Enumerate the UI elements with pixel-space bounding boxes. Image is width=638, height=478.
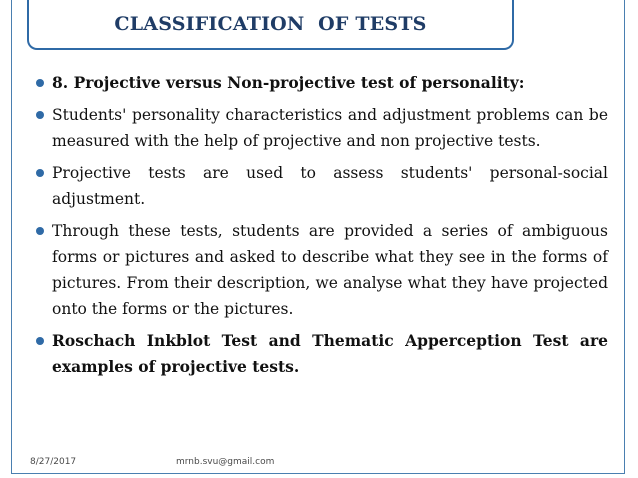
bullet-text: Roschach Inkblot Test and Thematic Apperception Test are examples of projective tests. — [52, 331, 608, 376]
bullet-dot-icon — [36, 169, 44, 177]
bullet-list — [36, 70, 608, 386]
footer-email: mrnb.svu@gmail.com — [176, 457, 275, 467]
bullet-text: Students' personality characteristics and adjustment problems can be measured with the help of projective and non projective tests. — [52, 106, 608, 150]
footer-date: 8/27/2017 — [30, 457, 77, 467]
bullet-text: Projective tests are used to assess students' personal-social adjustment. — [52, 164, 608, 208]
bullet-item — [36, 160, 608, 212]
bullet-text: Through these tests, students are provided a series of ambiguous forms or pictures and asked to describe what they see in the forms of pictures. From their description, we analyse what they have projected onto the forms or the pictures. — [52, 222, 608, 318]
bullet-item — [36, 218, 608, 322]
bullet-item — [36, 328, 608, 380]
bullet-dot-icon — [36, 227, 44, 235]
bullet-dot-icon — [36, 111, 44, 119]
title-box — [27, 0, 514, 50]
bullet-item — [36, 102, 608, 154]
bullet-dot-icon — [36, 337, 44, 345]
bullet-text: 8. Projective versus Non-projective test of personality: — [52, 73, 525, 92]
bullet-item — [36, 70, 608, 96]
slide-title: CLASSIFICATION OF TESTS — [114, 13, 427, 35]
bullet-dot-icon — [36, 79, 44, 87]
